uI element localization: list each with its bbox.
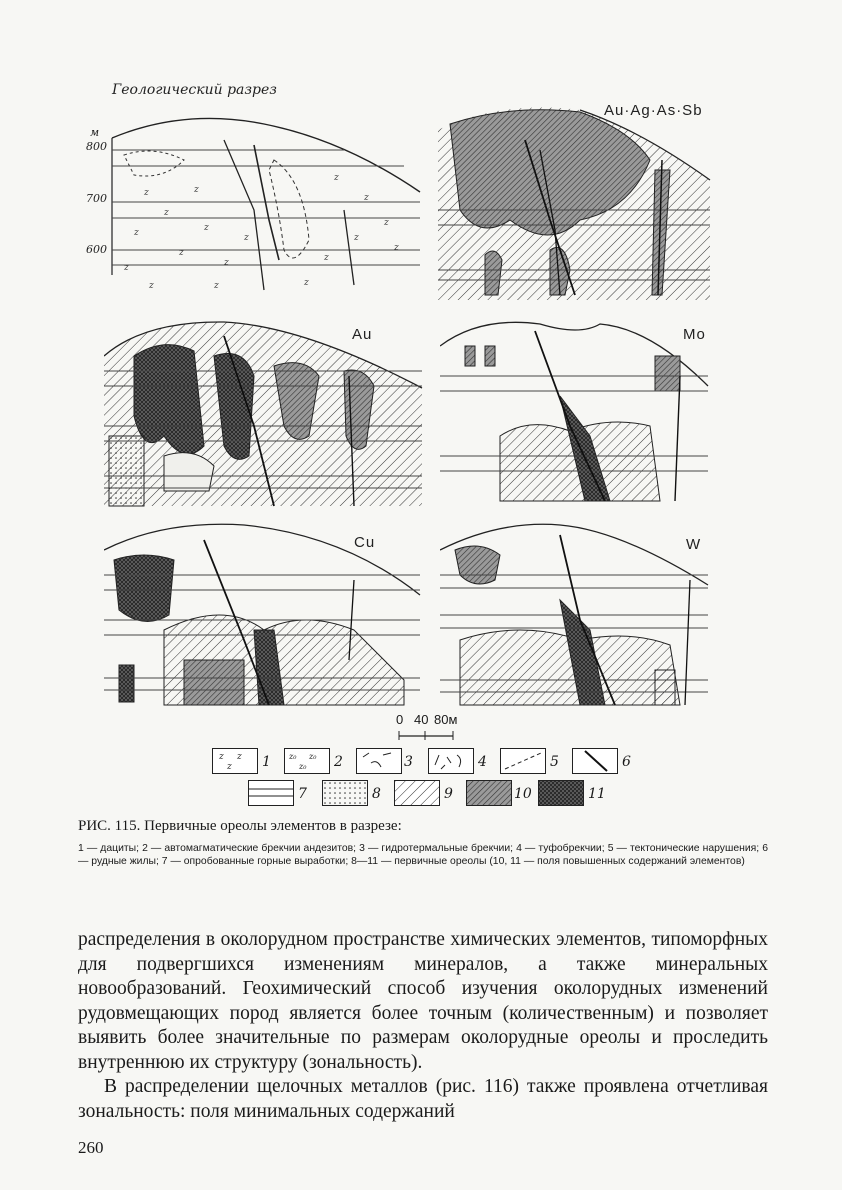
legend-number-5: 5	[550, 754, 559, 770]
svg-text:z: z	[394, 243, 399, 253]
body-text	[78, 928, 768, 1124]
svg-text:z: z	[237, 752, 242, 762]
legend-swatch-7	[248, 780, 294, 806]
panel-label-w: W	[686, 536, 702, 553]
body-paragraph-2: В распределении щелочных металлов (рис. 116) также проявлена отчетливая зональность: поля минимальных содержаний	[78, 1076, 768, 1122]
geological-section-panel	[104, 100, 424, 300]
svg-text:z: z	[304, 278, 309, 288]
svg-text:z: z	[334, 173, 339, 183]
svg-text:z₀: z₀	[309, 752, 317, 761]
panel-au	[104, 316, 424, 508]
scale-label-40: 40	[414, 712, 429, 727]
svg-text:z: z	[149, 281, 154, 291]
legend-number-11: 11	[588, 786, 606, 802]
panel-label-au-ag-as-sb: Au·Ag·As·Sb	[604, 102, 703, 119]
panel-label-cu: Cu	[354, 534, 376, 551]
scale-label-0: 0	[396, 712, 404, 727]
svg-text:z₀: z₀	[289, 752, 297, 761]
scale-bar	[397, 728, 477, 746]
legend-swatch-9	[394, 780, 440, 806]
panel-mo	[440, 316, 710, 508]
legend-swatch-2	[284, 748, 330, 774]
panel-label-au: Au	[352, 326, 373, 343]
svg-text:z: z	[164, 208, 169, 218]
legend-swatch-10	[466, 780, 512, 806]
legend-swatch-8	[322, 780, 368, 806]
svg-text:z: z	[224, 258, 229, 268]
legend-number-4: 4	[478, 754, 487, 770]
figure-legend-text: 1 — дациты; 2 — автомагматические брекчии андезитов; 3 — гидротермальные брекчии; 4 — туфобрекчии; 5 — тектонические нарушения; 6 — рудные жилы; 7 — опробованные горные выработки; 8—11 — первичные ореолы (10, 11 — поля повышенных содержаний элементов)	[78, 843, 768, 867]
scale-label-80: 80м	[434, 712, 458, 727]
panel-label-mo: Mo	[683, 326, 706, 343]
svg-text:z: z	[384, 218, 389, 228]
depth-unit: м	[90, 126, 100, 139]
legend-swatch-1	[212, 748, 258, 774]
section-title: Геологический разрез	[112, 82, 277, 98]
svg-text:z: z	[364, 193, 369, 203]
legend-number-6: 6	[622, 754, 631, 770]
legend-number-3: 3	[404, 754, 413, 770]
depth-tick-800: 800	[86, 140, 107, 153]
svg-text:z: z	[214, 281, 219, 291]
svg-text:z: z	[204, 223, 209, 233]
legend-number-10: 10	[514, 786, 532, 802]
svg-text:z: z	[227, 762, 232, 772]
legend-number-8: 8	[372, 786, 381, 802]
legend-number-7: 7	[298, 786, 307, 802]
panel-cu	[104, 520, 424, 710]
panel-w	[440, 520, 710, 710]
panel-au-ag-as-sb	[430, 100, 720, 300]
svg-text:z: z	[179, 248, 184, 258]
svg-text:z: z	[354, 233, 359, 243]
svg-text:z: z	[194, 185, 199, 195]
legend-number-2: 2	[334, 754, 343, 770]
legend-number-1: 1	[262, 754, 271, 770]
svg-text:z: z	[144, 188, 149, 198]
depth-tick-600: 600	[86, 243, 107, 256]
svg-text:z: z	[324, 253, 329, 263]
body-paragraph-1: распределения в околорудном пространстве химических элементов, типоморфных для подвергшихся изменениям минералов, а также минеральных новообразований. Геохимический способ изучения околорудных изменений рудовмещающих пород является более точным (количественным) и позволяет выявить более значительные по размерам околорудные ореолы и проследить внутреннюю их структуру (зональность).	[78, 929, 768, 1073]
page-number: 260	[78, 1138, 104, 1157]
legend-swatch-6	[572, 748, 618, 774]
svg-text:z: z	[219, 752, 224, 762]
depth-tick-700: 700	[86, 192, 107, 205]
svg-text:z: z	[124, 263, 129, 273]
legend-swatch-11	[538, 780, 584, 806]
legend-swatch-4	[428, 748, 474, 774]
figure-caption-title: РИС. 115. Первичные ореолы элементов в разрезе:	[78, 818, 402, 834]
svg-text:z: z	[244, 233, 249, 243]
svg-text:z₀: z₀	[299, 762, 307, 771]
legend-swatch-3	[356, 748, 402, 774]
legend-swatch-5	[500, 748, 546, 774]
svg-text:z: z	[134, 228, 139, 238]
legend-number-9: 9	[444, 786, 453, 802]
